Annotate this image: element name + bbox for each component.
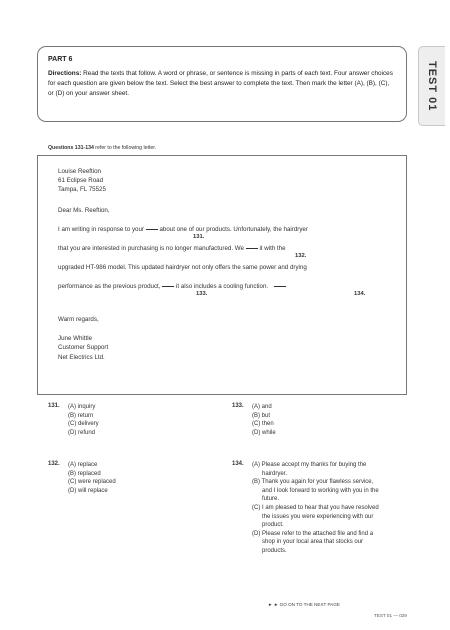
body-text: that you are interested in purchasing is no longer manufactured. We bbox=[58, 244, 244, 252]
option-a[interactable]: (A) and bbox=[252, 404, 272, 410]
answer-blank-134 bbox=[274, 286, 286, 287]
option-d[interactable]: (D) will replace bbox=[68, 487, 108, 494]
option-d[interactable]: (D) refund bbox=[68, 429, 96, 436]
question-number: 133. bbox=[232, 403, 244, 409]
address-line: Louise Reeftion bbox=[58, 168, 101, 175]
signature-line: June Whittle bbox=[58, 334, 93, 342]
signature-line: Net Electrics Ltd. bbox=[58, 353, 105, 361]
body-text: it with the bbox=[259, 244, 286, 252]
body-text: about one of our products. Unfortunately, the hairdryer bbox=[159, 225, 308, 233]
signature-block bbox=[58, 334, 386, 363]
letter-body bbox=[58, 226, 386, 302]
question-number: 134. bbox=[232, 461, 244, 467]
question-range: Questions 131-134 bbox=[48, 145, 94, 151]
salutation: Dear Ms. Reeftion, bbox=[58, 206, 110, 214]
body-line-1 bbox=[58, 226, 386, 245]
question-132 bbox=[48, 461, 116, 495]
question-number: 131. bbox=[48, 403, 60, 409]
option-d[interactable]: (D) Please refer to the attached file and find a shop in your local area that stocks our products. bbox=[252, 530, 374, 554]
signature-line: Customer Support bbox=[58, 344, 109, 352]
blank-number-132: 132. bbox=[295, 252, 307, 259]
option-b[interactable]: (B) but bbox=[252, 412, 271, 419]
question-131 bbox=[48, 403, 99, 437]
directions-line-1: Read the texts that follow. A word or phrase, or sentence is missing in parts of bbox=[83, 70, 303, 77]
body-line-2 bbox=[58, 245, 386, 264]
option-a[interactable]: (A) replace bbox=[68, 462, 98, 468]
option-d[interactable]: (D) while bbox=[252, 429, 276, 436]
question-133 bbox=[232, 403, 276, 437]
option-b[interactable]: (B) replaced bbox=[68, 470, 101, 477]
directions-line-3: answer to complete the text. Then mark the letter (A), (B), (C), or (D) on your answer sheet. bbox=[48, 80, 390, 97]
option-a[interactable]: (A) Please accept my thanks for buying the hairdryer. bbox=[252, 462, 367, 477]
question-134 bbox=[232, 461, 384, 556]
address-line: 61 Eclipse Road bbox=[58, 177, 104, 185]
option-c[interactable]: (C) were replaced bbox=[68, 479, 116, 486]
blank-number-133: 133. bbox=[196, 290, 208, 297]
option-c[interactable]: (C) I am pleased to hear that you have resolved the issues you were experiencing with our product. bbox=[252, 504, 379, 529]
next-page-note: ► ► GO ON TO THE NEXT PAGE bbox=[268, 602, 340, 607]
option-c[interactable]: (C) then bbox=[252, 421, 274, 428]
option-c[interactable]: (C) delivery bbox=[68, 421, 99, 428]
recipient-address bbox=[58, 167, 386, 195]
question-ref-text: refer to the following letter. bbox=[93, 145, 157, 151]
body-text: it also includes a cooling function. bbox=[175, 282, 269, 290]
test-side-tab bbox=[418, 46, 445, 126]
question-reference bbox=[48, 145, 156, 151]
body-line-4 bbox=[58, 283, 386, 302]
letter-box bbox=[37, 155, 407, 395]
body-text: performance as the previous product, bbox=[58, 282, 161, 290]
option-b[interactable]: (B) Thank you again for your flawless service, and I look forward to working with you in the future. bbox=[252, 479, 379, 503]
closing: Warm regards, bbox=[58, 315, 99, 323]
directions-label: Directions: bbox=[48, 70, 82, 77]
option-b[interactable]: (B) return bbox=[68, 412, 94, 419]
body-text: upgraded HT-986 model. This updated hairdryer not only offers the same power and drying bbox=[58, 263, 307, 271]
side-tab-label: TEST 01 bbox=[426, 60, 438, 112]
directions-line-2: each text. Four answer choices for each question are given below the text. Select the best bbox=[48, 70, 393, 87]
blank-number-134: 134. bbox=[354, 290, 366, 297]
body-line-3 bbox=[58, 264, 386, 283]
directions-box bbox=[37, 46, 407, 122]
question-number: 132. bbox=[48, 461, 60, 467]
address-line: Tampa, FL 75525 bbox=[58, 186, 106, 194]
option-a[interactable]: (A) inquiry bbox=[68, 404, 96, 410]
directions-text bbox=[48, 69, 396, 99]
answer-blank-131 bbox=[146, 229, 158, 230]
answer-blank-132 bbox=[246, 248, 258, 249]
part-title: PART 6 bbox=[48, 56, 73, 63]
body-text: I am writing in response to your bbox=[58, 225, 144, 233]
blank-number-131: 131. bbox=[193, 233, 205, 240]
answer-blank-133 bbox=[162, 286, 174, 287]
page-number: TEST 01 — 029 bbox=[374, 613, 407, 618]
